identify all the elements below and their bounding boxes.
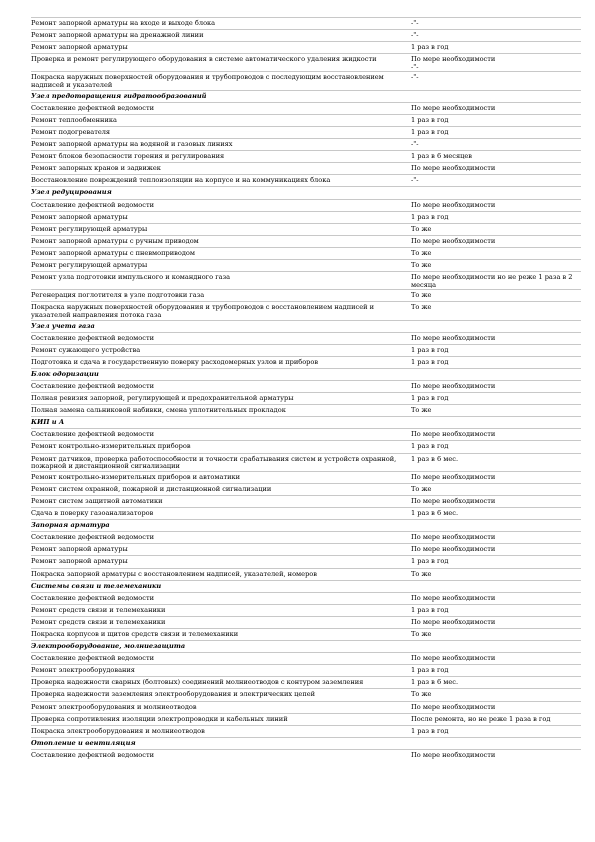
periodicity-cell: -"- — [411, 176, 419, 185]
table-row — [31, 301, 581, 319]
periodicity-cell: То же — [411, 690, 432, 699]
table-row — [31, 162, 581, 174]
work-description: Ремонт узла подготовки импульсного и командного газа — [31, 273, 231, 282]
work-description: Ремонт средств связи и телемеханики — [31, 617, 166, 626]
section-heading: Узел редуцирования — [31, 188, 112, 197]
work-description: Полная замена сальниковой набивки, смена уплотнительных прокладок — [31, 406, 286, 415]
periodicity-cell: По мере необходимости — [411, 430, 496, 439]
work-description: Ремонт контрольно-измерительных приборов — [31, 442, 191, 451]
periodicity-cell: По мере необходимости — [411, 750, 496, 759]
work-description: Ремонт запорной арматуры на дренажной линии — [31, 31, 204, 40]
section-heading: Узел предотвращения гидратообразований — [31, 91, 207, 100]
table-row — [31, 749, 581, 761]
work-description: Ремонт электрооборудования и молниеотводов — [31, 702, 197, 711]
periodicity-cell: По мере необходимости но не реже 1 раза в 2 месяца — [411, 273, 573, 289]
periodicity-cell: По мере необходимости — [411, 617, 496, 626]
table-row — [31, 53, 581, 71]
section-heading: КИП и А — [31, 418, 65, 427]
table-row — [31, 628, 581, 640]
table-row — [31, 453, 581, 471]
work-description: Ремонт подогревателя — [31, 127, 111, 136]
table-row — [31, 713, 581, 725]
section-heading-row — [31, 580, 581, 592]
work-description: Ремонт запорной арматуры — [31, 212, 128, 221]
periodicity-cell: По мере необходимости — [411, 236, 496, 245]
work-description: Сдача в поверку газоанализаторов — [31, 509, 154, 518]
table-row — [31, 150, 581, 162]
work-description: Составление дефектной ведомости — [31, 200, 155, 209]
table-row — [31, 616, 581, 628]
periodicity-cell — [411, 641, 581, 643]
table-row — [31, 428, 581, 440]
table-row — [31, 725, 581, 737]
work-description: Ремонт систем защитной автоматики — [31, 496, 163, 505]
work-description: Проверка сопротивления изоляции электропроводки и кабельных линий — [31, 714, 288, 723]
table-row — [31, 471, 581, 483]
work-description: Ремонт запорной арматуры — [31, 557, 128, 566]
periodicity-cell: То же — [411, 629, 432, 638]
section-heading-row — [31, 737, 581, 749]
periodicity-cell: 1 раз в 6 мес. — [411, 454, 459, 463]
periodicity-cell: 1 раз в год — [411, 357, 449, 366]
periodicity-cell — [411, 91, 581, 93]
section-heading: Электрооборудование, молниезащита — [31, 642, 186, 651]
periodicity-cell: По мере необходимости — [411, 496, 496, 505]
work-description: Проверка надежности сварных (болтовых) соединений молниеотводов с контуром заземления — [31, 678, 364, 687]
periodicity-cell: 1 раз в год — [411, 115, 449, 124]
work-description: Покраска запорной арматуры с восстановлением надписей, указателей, номеров — [31, 569, 317, 578]
table-row — [31, 676, 581, 688]
section-heading: Отопление и вентиляция — [31, 738, 136, 747]
work-description: Ремонт запорной арматуры на водяной и газовых линиях — [31, 140, 233, 149]
periodicity-cell: 1 раз в год — [411, 394, 449, 403]
section-heading-row — [31, 519, 581, 531]
section-heading: Блок одоризации — [31, 369, 99, 378]
table-row — [31, 235, 581, 247]
periodicity-cell: По мере необходимости — [411, 382, 496, 390]
periodicity-cell: По мере необходимости — [411, 654, 496, 663]
table-row — [31, 126, 581, 138]
work-description: Составление дефектной ведомости — [31, 593, 155, 602]
table-row — [31, 664, 581, 676]
periodicity-cell — [411, 520, 581, 522]
periodicity-cell — [411, 369, 581, 371]
periodicity-cell: По мере необходимости — [411, 702, 496, 711]
periodicity-cell: По мере необходимости — [411, 593, 496, 602]
work-description: Ремонт запорной арматуры с ручным приводом — [31, 236, 199, 245]
table-row — [31, 701, 581, 713]
work-description: Ремонт электрооборудования — [31, 666, 135, 675]
table-row — [31, 271, 581, 289]
periodicity-cell: По мере необходимости — [411, 533, 496, 542]
work-description: Составление дефектной ведомости — [31, 654, 155, 663]
table-row — [31, 138, 581, 150]
periodicity-cell: По мере необходимости — [411, 164, 496, 173]
work-description: Покраска электрооборудования и молниеотводов — [31, 726, 205, 735]
work-description: Ремонт средств связи и телемеханики — [31, 605, 166, 614]
table-row — [31, 392, 581, 404]
work-description: Составление дефектной ведомости — [31, 750, 155, 759]
work-description: Составление дефектной ведомости — [31, 533, 155, 542]
table-row — [31, 555, 581, 567]
work-description: Составление дефектной ведомости — [31, 103, 155, 112]
table-row — [31, 259, 581, 271]
periodicity-cell: 1 раз в 6 мес. — [411, 509, 459, 518]
table-row — [31, 223, 581, 235]
periodicity-cell: То же — [411, 224, 432, 233]
table-row — [31, 17, 581, 29]
periodicity-cell: По мере необходимости — [411, 472, 496, 481]
work-description: Составление дефектной ведомости — [31, 382, 155, 390]
work-description: Ремонт датчиков, проверка работоспособности и точности срабатывания систем и устройств охранной, пожарной и дистанционной сигнализации — [31, 454, 397, 471]
work-description: Ремонт запорных кранов и задвижек — [31, 164, 161, 173]
work-description: Восстановление повреждений теплоизоляции на корпусе и на коммуникациях блока — [31, 176, 331, 185]
periodicity-cell: То же — [411, 406, 432, 415]
section-heading: Системы связи и телемеханики — [31, 581, 162, 590]
work-description: Подготовка и сдача в государственную поверку расходомерных узлов и приборов — [31, 357, 319, 366]
section-heading: Запорная арматура — [31, 521, 110, 530]
table-row — [31, 29, 581, 41]
section-heading-row — [31, 90, 581, 102]
work-description: Составление дефектной ведомости — [31, 430, 155, 439]
table-row — [31, 289, 581, 301]
table-row — [31, 507, 581, 519]
periodicity-cell — [411, 738, 581, 740]
periodicity-cell: -"- — [411, 31, 419, 40]
periodicity-cell: 1 раз в год — [411, 666, 449, 675]
work-description: Проверка и ремонт регулирующего оборудования в системе автоматического удаления жидкости — [31, 55, 377, 64]
table-row — [31, 114, 581, 126]
work-description: Составление дефектной ведомости — [31, 333, 155, 342]
work-description: Ремонт регулирующей арматуры — [31, 224, 148, 233]
section-heading-row — [31, 368, 581, 380]
table-row — [31, 440, 581, 452]
periodicity-cell: То же — [411, 260, 432, 269]
periodicity-cell: 1 раз в 6 месяцев — [411, 152, 472, 161]
periodicity-cell: -"- — [411, 140, 419, 149]
work-description: Ремонт сужающего устройства — [31, 345, 141, 354]
work-description: Ремонт контрольно-измерительных приборов и автоматики — [31, 472, 241, 481]
table-row — [31, 174, 581, 186]
periodicity-cell: По мере необходимости — [411, 103, 496, 112]
periodicity-cell: 1 раз в год — [411, 212, 449, 221]
periodicity-cell — [411, 321, 581, 323]
periodicity-cell: То же — [411, 569, 432, 578]
maintenance-schedule-table — [31, 17, 581, 761]
work-description: Проверка надежности заземления электрооборудования и электрических цепей — [31, 690, 316, 699]
periodicity-cell — [411, 417, 581, 419]
table-row — [31, 211, 581, 223]
table-row — [31, 604, 581, 616]
work-description: Ремонт теплообменника — [31, 115, 117, 124]
work-description: Ремонт систем охранной, пожарной и дистанционной сигнализации — [31, 484, 272, 493]
table-row — [31, 41, 581, 53]
section-heading-row — [31, 186, 581, 198]
table-row — [31, 332, 581, 344]
periodicity-cell: 1 раз в год — [411, 43, 449, 52]
table-row — [31, 543, 581, 555]
work-description: Покраска корпусов и щитов средств связи и телемеханики — [31, 629, 239, 638]
periodicity-cell: После ремонта, но не реже 1 раза в год — [411, 714, 551, 723]
work-description: Ремонт регулирующей арматуры — [31, 260, 148, 269]
periodicity-cell: 1 раз в год — [411, 557, 449, 566]
work-description: Ремонт блоков безопасности горения и регулирования — [31, 152, 225, 161]
table-row — [31, 688, 581, 700]
table-row — [31, 356, 581, 368]
table-row — [31, 568, 581, 580]
periodicity-cell: То же — [411, 291, 432, 300]
periodicity-cell: 1 раз в год — [411, 605, 449, 614]
table-row — [31, 404, 581, 416]
table-row — [31, 483, 581, 495]
periodicity-cell: По мере необходимости -"- — [411, 55, 496, 71]
periodicity-cell: -"- — [411, 19, 419, 27]
table-row — [31, 531, 581, 543]
periodicity-cell — [411, 581, 581, 583]
periodicity-cell — [411, 187, 581, 189]
work-description: Ремонт запорной арматуры — [31, 43, 128, 52]
work-description: Ремонт запорной арматуры с пневмоприводом — [31, 248, 195, 257]
periodicity-cell: 1 раз в год — [411, 442, 449, 451]
periodicity-cell: 1 раз в 6 мес. — [411, 678, 459, 687]
work-description: Покраска наружных поверхностей оборудования и трубопроводов с восстановлением надписей и указателей направления потока газа — [31, 303, 374, 319]
section-heading-row — [31, 640, 581, 652]
periodicity-cell: По мере необходимости — [411, 200, 496, 209]
periodicity-cell: То же — [411, 484, 432, 493]
section-heading: Узел учета газа — [31, 321, 95, 330]
periodicity-cell: По мере необходимости — [411, 333, 496, 342]
table-row — [31, 71, 581, 89]
periodicity-cell: То же — [411, 248, 432, 257]
table-row — [31, 495, 581, 507]
periodicity-cell: -"- — [411, 73, 419, 82]
table-row — [31, 102, 581, 114]
periodicity-cell: 1 раз в год — [411, 345, 449, 354]
table-row — [31, 247, 581, 259]
work-description: Полная ревизия запорной, регулирующей и предохранительной арматуры — [31, 394, 294, 403]
table-row — [31, 380, 581, 392]
table-row — [31, 592, 581, 604]
table-row — [31, 199, 581, 211]
table-row — [31, 344, 581, 356]
periodicity-cell: По мере необходимости — [411, 545, 496, 554]
periodicity-cell: То же — [411, 303, 432, 312]
section-heading-row — [31, 320, 581, 332]
periodicity-cell: 1 раз в год — [411, 726, 449, 735]
work-description: Покраска наружных поверхностей оборудования и трубопроводов с последующим восстановлением надписей и указателей — [31, 73, 384, 90]
periodicity-cell: 1 раз в год — [411, 127, 449, 136]
work-description: Ремонт запорной арматуры на входе и выходе блока — [31, 19, 216, 27]
work-description: Регенерация поглотителя в узле подготовки газа — [31, 291, 205, 300]
work-description: Ремонт запорной арматуры — [31, 545, 128, 554]
section-heading-row — [31, 416, 581, 428]
table-row — [31, 652, 581, 664]
